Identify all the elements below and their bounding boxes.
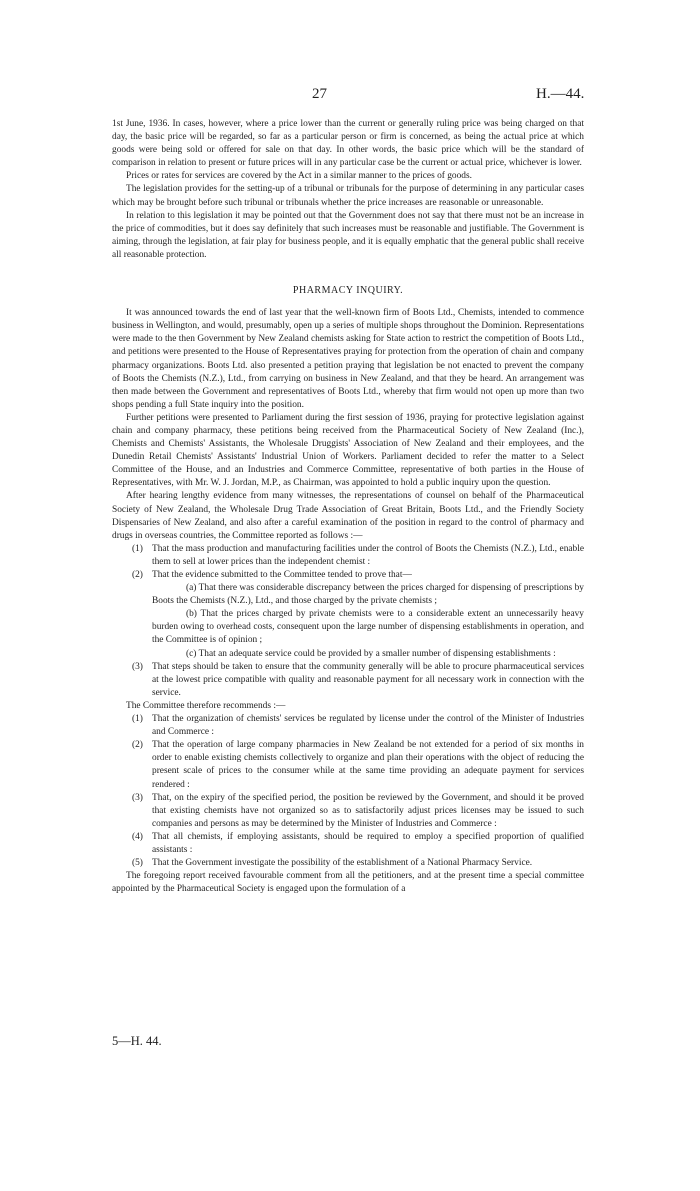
- intro-paragraph-4: In relation to this legislation it may be pointed out that the Government does not say that there must not be an increase in the price of commodities, but it does say definitely that such increases must be reasonable and justifiable. The Government is aiming, through the legislation, at fair play for business people, and it is equally emphatic that the general public shall receive all reasonable protection.: [112, 210, 584, 260]
- finding-item: [112, 569, 584, 661]
- finding-number: (1): [132, 543, 143, 554]
- section-title: PHARMACY INQUIRY.: [292, 285, 404, 297]
- recommends-intro: The Committee therefore recommends :—: [126, 700, 286, 711]
- recommendation-text: That, on the expiry of the specified period, the position be reviewed by the Government, and should it be proved that existing chemists have not organized so as to satisfactorily adjust prices licenses may be issued to such companies and persons as may be determined by the Minister of Industries and Commerce :: [152, 792, 584, 829]
- closing-paragraph: The foregoing report received favourable comment from all the petitioners, and at the present time a special committee appointed by the Pharmaceutical Society is engaged upon the formulation of a: [112, 871, 584, 895]
- committee-recommendations: [112, 713, 584, 870]
- recommendation-number: (1): [132, 714, 143, 725]
- pharmacy-paragraph-1: It was announced towards the end of last year that the well-known firm of Boots Ltd., Chemists, intended to commence business in Wellington, and would, presumably, open up a series of multiple shops throughout the Dominion. Representations were made to the then Government by New Zealand chemists asking for State action to restrict the competition of Boots Ltd., and petitions were presented to the House of Representatives praying for protection from the operation of chain and company pharmacy organizations. Boots Ltd. also presented a petition praying that legislation be not enacted to prevent the company of Boots the Chemists (N.Z.), Ltd., from carrying on business in New Zealand, and that they be heard. An arrangement was then made between the Government and representatives of Boots Ltd., whereby that firm would not open up more than two shops pending a full State inquiry into the position.: [112, 308, 584, 410]
- recommendation-item: [112, 831, 584, 857]
- recommendation-item: [112, 857, 584, 870]
- finding-number: (3): [132, 661, 143, 672]
- page-body: [112, 118, 584, 896]
- finding-text: That steps should be taken to ensure that the community generally will be able to procure pharmaceutical services at the lowest price compatible with quality and reasonable payment for all necessary work in connection with the service.: [152, 661, 584, 698]
- recommendation-text: That all chemists, if employing assistants, should be required to employ a specified proportion of qualified assistants :: [152, 831, 584, 855]
- recommendation-text: That the organization of chemists' services be regulated by license under the control of the Minister of Industries and Commerce :: [152, 714, 584, 738]
- pharmacy-paragraph-2: Further petitions were presented to Parliament during the first session of 1936, praying for protective legislation against chain and company pharmacy, these petitions being received from the Pharmaceutical Society of New Zealand (Inc.), Chemists and Chemists' Assistants, the Wholesale Druggists' Association of New Zealand and their employees, and the Dunedin Retail Chemists' Assistants' Industrial Union of Workers. Parliament decided to refer the matter to a Select Committee of the House, and an Industries and Commerce Committee, representative of both parties in the House of Representatives, with Mr. W. J. Jordan, M.P., as Chairman, was appointed to hold a public inquiry upon the question.: [112, 412, 584, 489]
- recommendation-number: (5): [132, 858, 143, 869]
- page-number: 27: [312, 86, 327, 102]
- finding-subitem: (b) That the prices charged by private chemists were to a considerable extent an unnecessarily heavy burden owing to overhead costs, consequent upon the large number of dispensing establishments in operation, and the Committee is of opinion ;: [152, 609, 584, 646]
- finding-subitem: (c) That an adequate service could be provided by a smaller number of dispensing establishments :: [186, 648, 556, 659]
- intro-paragraph-1: 1st June, 1936. In cases, however, where a price lower than the current or generally ruling price was being charged on that day, the basic price will be regarded, so far as a particular person or firm is concerned, as being the actual price at which goods were being sold or offered for sale on that day. In other words, the basic price which will be the standard of comparison in relation to present or future prices will in any particular case be the current or actual price, whichever is lower.: [112, 119, 584, 169]
- finding-subitem: (a) That there was considerable discrepancy between the prices charged for dispensing of prescriptions by Boots the Chemists (N.Z.), Ltd., and those charged by the private chemists ;: [152, 583, 584, 607]
- finding-sublist: [152, 582, 584, 661]
- finding-number: (2): [132, 570, 143, 580]
- pharmacy-paragraph-3: After hearing lengthy evidence from many witnesses, the representations of counsel on behalf of the Pharmaceutical Society of New Zealand, the Wholesale Drug Trade Association of Great Britain, Boots Ltd., and the Friendly Society Dispensaries of New Zealand, and also after a careful examination of the position in regard to the control of pharmacy and drugs in overseas countries, the Committee reported as follows :—: [112, 491, 584, 541]
- page-footer-signature: 5—H. 44.: [112, 1034, 162, 1048]
- recommendation-number: (4): [132, 831, 143, 842]
- recommendation-item: [112, 739, 584, 791]
- document-reference: H.—44.: [536, 86, 585, 102]
- recommendation-text: That the operation of large company pharmacies in New Zealand be not extended for a period of six months in order to enable existing chemists collectively to organize and plan their operations with the object of reducing the present scale of prices to the consumer while at the same time providing an adequate payment for services rendered :: [152, 740, 584, 790]
- recommendation-item: [112, 792, 584, 831]
- recommendation-number: (2): [132, 740, 143, 751]
- finding-text: That the mass production and manufacturing facilities under the control of Boots the Chemists (N.Z.), Ltd., enable them to sell at lower prices than the independent chemist :: [152, 543, 584, 567]
- page-header: [0, 86, 700, 108]
- committee-findings: [112, 543, 584, 700]
- intro-paragraph-2: Prices or rates for services are covered by the Act in a similar manner to the prices of goods.: [126, 171, 472, 182]
- intro-paragraph-3: The legislation provides for the setting-up of a tribunal or tribunals for the purpose of determining in any particular cases which may be brought before such tribunal or tribunals whether the price increases are reasonable or unreasonable.: [112, 184, 584, 208]
- finding-text: That the evidence submitted to the Committee tended to prove that—: [152, 570, 412, 580]
- recommendation-number: (3): [132, 792, 143, 803]
- finding-item: [112, 543, 584, 569]
- recommendation-item: [112, 713, 584, 739]
- finding-item: [112, 661, 584, 700]
- recommendation-text: That the Government investigate the possibility of the establishment of a National Pharmacy Service.: [152, 858, 533, 869]
